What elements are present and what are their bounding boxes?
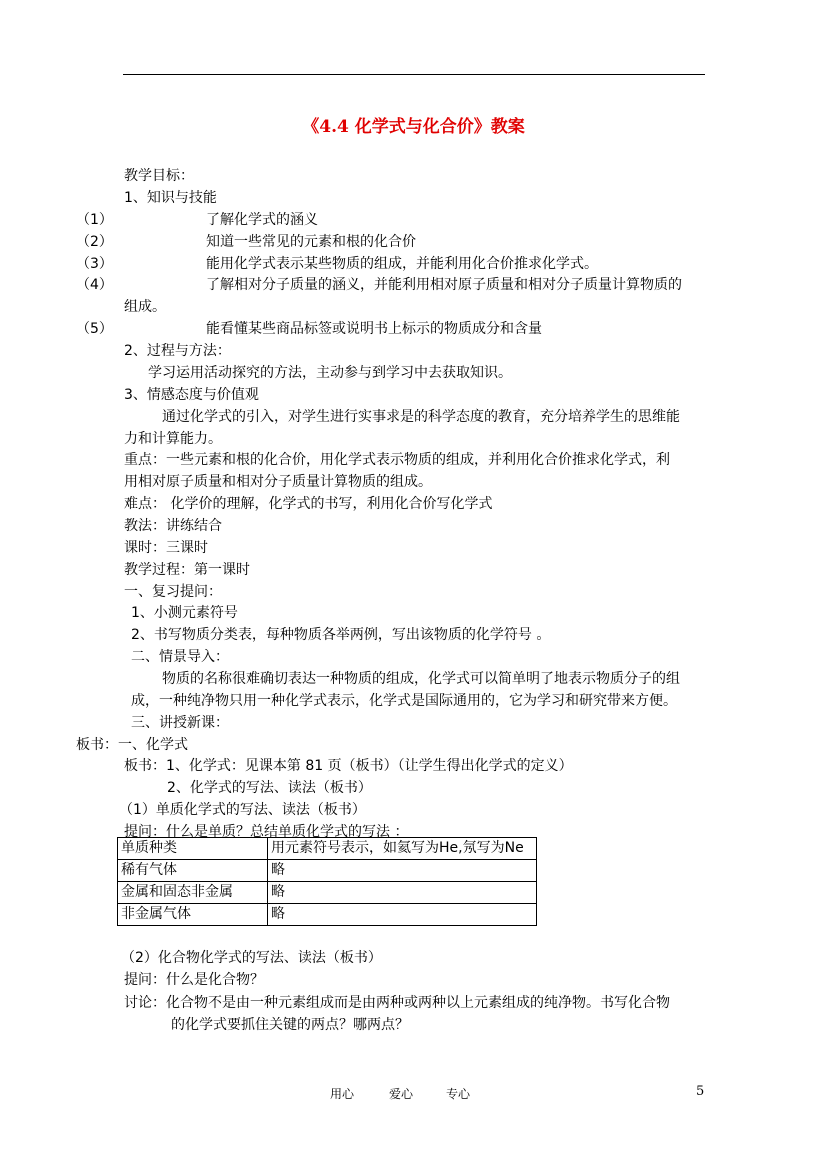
table-cell: 用元素符号表示，如氦写为He,氖写为Ne [268, 838, 537, 860]
board-note: 板书：1、化学式：见课本第 81 页（板书）（让学生得出化学式的定义） [124, 758, 573, 774]
objective-number: （2） [76, 234, 113, 250]
knowledge-heading: 1、知识与技能 [124, 190, 217, 206]
teaching-process: 教学过程：第一课时 [124, 562, 250, 578]
intro-text: 成，一种纯净物只用一种化学式表示，化学式是国际通用的，它为学习和研究带来方便。 [131, 693, 677, 709]
key-points: 重点：一些元素和根的化合价，用化学式表示物质的组成，并利用化合价推求化学式，利 [124, 452, 670, 468]
objective-number: （5） [76, 321, 113, 337]
objective-text: 能看懂某些商品标签或说明书上标示的物质成分和含量 [206, 321, 542, 337]
single-substance-question: 提问：什么是单质？总结单质化学式的写法 ： [124, 824, 409, 840]
intro-text: 物质的名称很难确切表达一种物质的组成，化学式可以简单明了地表示物质分子的组 [162, 671, 680, 687]
table-cell: 单质种类 [118, 838, 268, 860]
footer-text: 用心 [330, 1087, 355, 1101]
attitude-heading: 3、情感态度与价值观 [124, 387, 259, 403]
compound-discussion: 的化学式要抓住关键的两点？哪两点？ [171, 1017, 409, 1033]
teaching-method: 教法：讲练结合 [124, 518, 222, 534]
table-row [118, 904, 537, 926]
table-cell: 非金属气体 [118, 904, 268, 926]
table-cell: 稀有气体 [118, 860, 268, 882]
table-row [118, 882, 537, 904]
table-row [118, 860, 537, 882]
page-number: 5 [696, 1084, 705, 1099]
process-text: 学习运用活动探究的方法，主动参与到学习中去获取知识。 [148, 365, 512, 381]
board-note: 板书：一、化学式 [76, 737, 188, 753]
review-item: 2、书写物质分类表，每种物质各举两例，写出该物质的化学符号 。 [131, 627, 551, 643]
difficult-points: 难点： 化学价的理解，化学式的书写，利用化合价写化学式 [124, 496, 493, 512]
objective-number: （4） [76, 277, 113, 293]
objective-text: 能用化学式表示某些物质的组成，并能利用化合价推求化学式。 [206, 256, 598, 272]
attitude-text: 力和计算能力。 [124, 431, 222, 447]
objective-text: 了解化学式的涵义 [206, 212, 318, 228]
board-note: 2、化学式的写法、读法（板书） [167, 780, 372, 796]
intro-heading: 二、情景导入： [131, 649, 229, 665]
table-row [118, 838, 537, 860]
table-cell: 略 [268, 904, 537, 926]
objective-number: （1） [76, 212, 113, 228]
class-hours: 课时：三课时 [124, 540, 208, 556]
objective-text: 知道一些常见的元素和根的化合价 [206, 234, 416, 250]
review-item: 1、小测元素符号 [131, 605, 238, 621]
attitude-text: 通过化学式的引入，对学生进行实事求是的科学态度的教育，充分培养学生的思维能 [162, 409, 680, 425]
objective-text: 了解相对分子质量的涵义，并能利用相对原子质量和相对分子质量计算物质的 [206, 277, 682, 293]
footer-text: 专心 [446, 1087, 471, 1101]
compound-discussion: 讨论：化合物不是由一种元素组成而是由两种或两种以上元素组成的纯净物。书写化合物 [124, 995, 670, 1011]
header-rule [123, 74, 705, 75]
compound-heading: （2）化合物化学式的写法、读法（板书） [121, 950, 382, 966]
objective-number: （3） [76, 256, 113, 272]
review-heading: 一、复习提问： [124, 584, 222, 600]
new-lesson-heading: 三、讲授新课： [131, 715, 229, 731]
compound-question: 提问：什么是化合物？ [124, 972, 264, 988]
objectives-heading: 教学目标： [124, 168, 194, 184]
single-substance-heading: （1）单质化学式的写法、读法（板书） [119, 802, 366, 818]
table-cell: 金属和固态非金属 [118, 882, 268, 904]
table-cell: 略 [268, 860, 537, 882]
footer-text: 爱心 [389, 1087, 414, 1101]
table-cell: 略 [268, 882, 537, 904]
single-substance-table [117, 837, 537, 926]
objective-text-continued: 组成。 [124, 299, 166, 315]
page-title: 《4.4 化学式与化合价》教案 [302, 117, 525, 137]
key-points: 用相对原子质量和相对分子质量计算物质的组成。 [124, 474, 432, 490]
process-heading: 2、过程与方法： [124, 343, 231, 359]
